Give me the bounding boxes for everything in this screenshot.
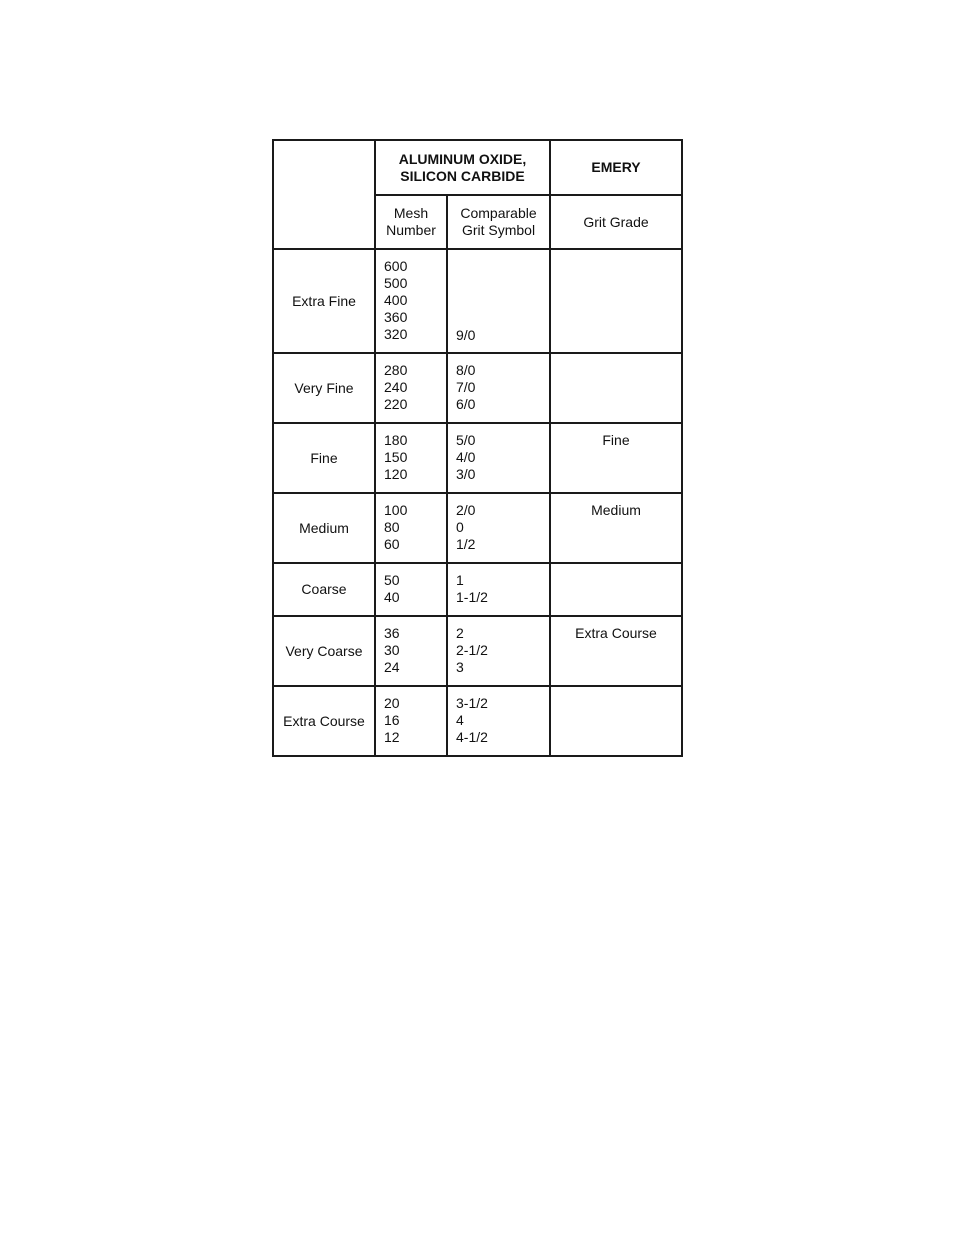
- grit-symbol-value: 9/0: [456, 327, 476, 343]
- emery-grade-cell: [550, 686, 682, 756]
- mesh-value: 40: [384, 589, 400, 605]
- mesh-value: 36: [384, 625, 400, 641]
- grit-symbol-cell: [447, 249, 550, 353]
- category-cell: Very Coarse: [273, 616, 375, 686]
- emery-grade-cell: Extra Course: [550, 616, 682, 686]
- grit-symbol-value: 1-1/2: [456, 589, 488, 605]
- mesh-value: 180: [384, 432, 408, 448]
- grit-symbol-cell: [447, 686, 550, 756]
- header-grit-symbol-line-2: Grit Symbol: [461, 222, 536, 238]
- mesh-value: 24: [384, 659, 400, 675]
- mesh-value: 280: [384, 362, 408, 378]
- mesh-value: 320: [384, 326, 408, 342]
- category-cell: Very Fine: [273, 353, 375, 423]
- mesh-value: 400: [384, 292, 408, 308]
- grit-symbol-value: 1: [456, 572, 464, 588]
- grit-symbol-cell: [447, 616, 550, 686]
- mesh-cell: [375, 353, 447, 423]
- mesh-value: 80: [384, 519, 400, 535]
- grit-symbol-value: 5/0: [456, 432, 476, 448]
- mesh-value: 360: [384, 309, 408, 325]
- emery-grade-cell: Medium: [550, 493, 682, 563]
- grit-symbol-value: 4-1/2: [456, 729, 488, 745]
- grit-symbol-value: 3: [456, 659, 464, 675]
- header-comparable-grit-symbol: [447, 195, 550, 249]
- mesh-value: 100: [384, 502, 408, 518]
- mesh-cell: [375, 686, 447, 756]
- grit-symbol-value: 6/0: [456, 396, 476, 412]
- mesh-value: 50: [384, 572, 400, 588]
- emery-grade-cell: [550, 249, 682, 353]
- header-grit-grade: Grit Grade: [550, 195, 682, 249]
- grit-symbol-value: 2: [456, 625, 464, 641]
- emery-grade-cell: Fine: [550, 423, 682, 493]
- grit-symbol-value: 0: [456, 519, 464, 535]
- header-emery: EMERY: [550, 140, 682, 195]
- table-row: [273, 423, 682, 493]
- category-cell: Fine: [273, 423, 375, 493]
- grit-symbol-cell: [447, 423, 550, 493]
- grit-symbol-cell: [447, 493, 550, 563]
- header-aluminum-oxide-silicon-carbide: [375, 140, 550, 195]
- mesh-value: 150: [384, 449, 408, 465]
- mesh-value: 16: [384, 712, 400, 728]
- table-row: [273, 686, 682, 756]
- mesh-value: 20: [384, 695, 400, 711]
- mesh-value: 60: [384, 536, 400, 552]
- grit-symbol-value: 2-1/2: [456, 642, 488, 658]
- grit-symbol-value: 4/0: [456, 449, 476, 465]
- category-cell: Extra Fine: [273, 249, 375, 353]
- mesh-value: 30: [384, 642, 400, 658]
- mesh-value: 600: [384, 258, 408, 274]
- grit-symbol-value: 8/0: [456, 362, 476, 378]
- table-row: [273, 249, 682, 353]
- grit-symbol-value: 1/2: [456, 536, 476, 552]
- header-mesh-number: [375, 195, 447, 249]
- mesh-cell: [375, 249, 447, 353]
- table-row: [273, 616, 682, 686]
- mesh-value: 220: [384, 396, 408, 412]
- header-grit-symbol-line-1: Comparable: [460, 205, 537, 221]
- mesh-value: 500: [384, 275, 408, 291]
- mesh-cell: [375, 563, 447, 616]
- header-row-groups: [273, 140, 682, 195]
- table-row: [273, 493, 682, 563]
- grit-symbol-value: 7/0: [456, 379, 476, 395]
- emery-grade-cell: [550, 353, 682, 423]
- grit-comparison-table: [272, 139, 683, 757]
- category-cell: Medium: [273, 493, 375, 563]
- emery-grade-cell: [550, 563, 682, 616]
- header-aluminum-line-1: ALUMINUM OXIDE,: [398, 150, 527, 167]
- grit-symbol-value: 3-1/2: [456, 695, 488, 711]
- category-cell: Coarse: [273, 563, 375, 616]
- mesh-cell: [375, 616, 447, 686]
- mesh-value: 240: [384, 379, 408, 395]
- grit-symbol-cell: [447, 353, 550, 423]
- grit-symbol-value: 2/0: [456, 502, 476, 518]
- grit-symbol-value: 4: [456, 712, 464, 728]
- header-mesh-line-1: Mesh: [393, 205, 429, 221]
- grit-symbol-value: 3/0: [456, 466, 476, 482]
- category-cell: Extra Course: [273, 686, 375, 756]
- mesh-cell: [375, 493, 447, 563]
- mesh-cell: [375, 423, 447, 493]
- table-row: [273, 563, 682, 616]
- table-row: [273, 353, 682, 423]
- header-aluminum-line-2: SILICON CARBIDE: [400, 167, 525, 184]
- grit-symbol-cell: [447, 563, 550, 616]
- header-blank-cell: [273, 140, 375, 249]
- header-mesh-line-2: Number: [386, 222, 436, 238]
- mesh-value: 120: [384, 466, 408, 482]
- mesh-value: 12: [384, 729, 400, 745]
